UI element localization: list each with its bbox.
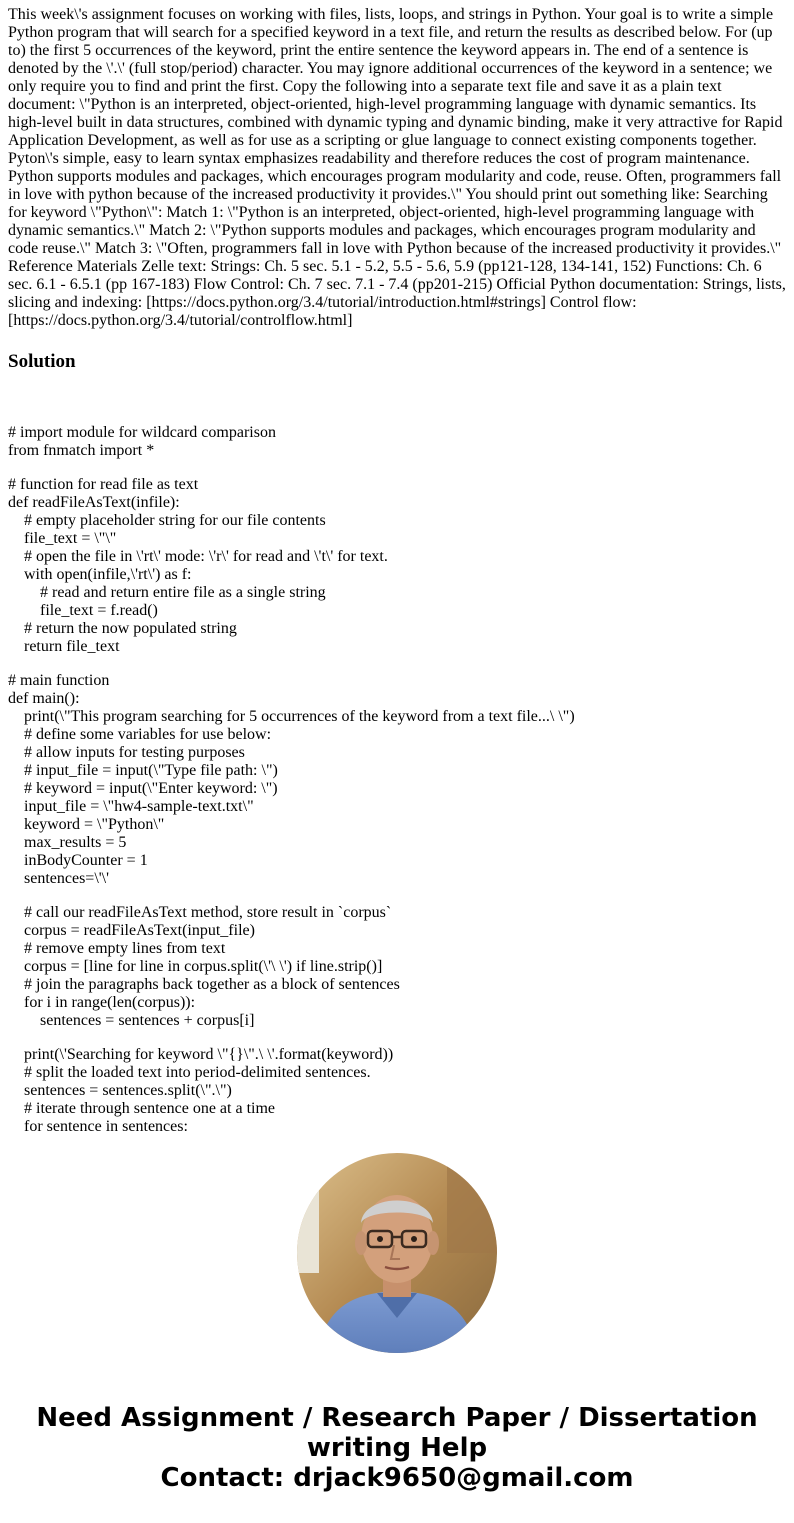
code-line: # return the now populated string — [8, 620, 237, 637]
author-avatar — [297, 1153, 497, 1353]
code-line: inBodyCounter = 1 — [8, 852, 148, 869]
code-line: # split the loaded text into period-delimited sentences. — [8, 1064, 371, 1081]
code-line: # iterate through sentence one at a time — [8, 1100, 276, 1117]
code-line: # main function — [8, 672, 110, 689]
code-line: max_results = 5 — [8, 834, 127, 851]
code-line: # remove empty lines from text — [8, 940, 226, 957]
question-text: This week\'s assignment focuses on working with files, lists, loops, and strings in Python. Your goal is to write a simple Python program that will search for a specified keyword in a text file, and return the results as described below. For (up to) the first 5 occurrences of the keyword, print the entire sentence the keyword appears in. The end of a sentence is denoted by the \'.\' (full stop/period) character. You may ignore additional occurrences of the keyword in a sentence; we only require you to find and print the first. Copy the following into a separate text file and save it as a plain text document: \"Python is an interpreted, object-oriented, high-level programming language with dynamic semantics. Its high-level built in data structures, combined with dynamic typing and dynamic binding, make it very attractive for Rapid Application Development, as well as for use as a scripting or glue language to connect existing components together. Pyton\'s simple, easy to learn syntax emphasizes readability and therefore reduces the cost of program maintenance. Python supports modules and packages, which encourages program modularity and code, reuse. Often, programmers fall in love with python because of the increased productivity it provides.\" You should print out something like: Searching for keyword \"Python\": Match 1: \"Python is an interpreted, object-oriented, high-level programming language with dynamic semantics.\" Match 2: \"Python supports modules and packages, which encourages program modularity and code reuse.\" Match 3: \"Often, programmers fall in love with Python because of the increased productivity it provides.\" Reference Materials Zelle text: Strings: Ch. 5 sec. 5.1 - 5.2, 5.5 - 5.6, 5.9 (pp121-128, 134-141, 152) Functions: Ch. 6 sec. 6.1 - 6.5.1 (pp 167-183) Flow Control: Ch. 7 sec. 7.1 - 7.4 (pp201-215) Official Python documentation: Strings, lists, slicing and indexing: [https://docs.python.org/3.4/tutorial/introduction.html#strings] Control flow: [https://docs.python.org/3.4/tutorial/controlflow.html] — [8, 6, 786, 329]
code-line: def main(): — [8, 690, 80, 707]
code-line: sentences=\'\' — [8, 870, 109, 887]
code-line: corpus = readFileAsText(input_file) — [8, 922, 255, 939]
code-line: sentences = sentences.split(\".\") — [8, 1082, 232, 1099]
promo-banner — [0, 1403, 794, 1493]
code-line: with open(infile,\'rt\') as f: — [8, 566, 192, 583]
code-line: keyword = \"Python\" — [8, 816, 165, 833]
code-line: return file_text — [8, 638, 120, 655]
code-line: input_file = \"hw4-sample-text.txt\" — [8, 798, 254, 815]
code-line — [8, 460, 788, 476]
solution-code — [8, 408, 788, 1136]
code-line: print(\'Searching for keyword \"{}\".\ \'.format(keyword)) — [8, 1046, 394, 1063]
code-line: # define some variables for use below: — [8, 726, 272, 743]
code-line: # open the file in \'rt\' mode: \'r\' for read and \'t\' for text. — [8, 548, 388, 565]
solution-heading: Solution — [8, 351, 76, 372]
code-line: file_text = f.read() — [8, 602, 158, 619]
code-line: corpus = [line for line in corpus.split(\'\ \') if line.strip()] — [8, 958, 383, 975]
code-line: for sentence in sentences: — [8, 1118, 188, 1135]
code-line: from fnmatch import * — [8, 442, 155, 459]
code-line — [8, 408, 788, 424]
code-line — [8, 888, 788, 904]
code-line: for i in range(len(corpus)): — [8, 994, 196, 1011]
code-line: # input_file = input(\"Type file path: \") — [8, 762, 278, 779]
code-line: # join the paragraphs back together as a block of sentences — [8, 976, 400, 993]
code-line: file_text = \"\" — [8, 530, 117, 547]
code-line: print(\"This program searching for 5 occurrences of the keyword from a text file...\ \") — [8, 708, 575, 725]
promo-contact: Contact: drjack9650@gmail.com — [160, 1463, 634, 1493]
code-line: # import module for wildcard comparison — [8, 424, 276, 441]
code-line: # keyword = input(\"Enter keyword: \") — [8, 780, 278, 797]
promo-line-1: Need Assignment / Research Paper / Dissertation — [36, 1403, 758, 1433]
code-line: def readFileAsText(infile): — [8, 494, 180, 511]
code-line: sentences = sentences + corpus[i] — [8, 1012, 255, 1029]
code-line: # empty placeholder string for our file contents — [8, 512, 326, 529]
code-line: # allow inputs for testing purposes — [8, 744, 245, 761]
code-line: # call our readFileAsText method, store result in `corpus` — [8, 904, 392, 921]
promo-line-2: writing Help — [306, 1433, 488, 1463]
code-line: # function for read file as text — [8, 476, 199, 493]
avatar-portrait — [297, 1153, 497, 1353]
code-line: # read and return entire file as a single string — [8, 584, 326, 601]
code-line — [8, 1030, 788, 1046]
code-line — [8, 656, 788, 672]
